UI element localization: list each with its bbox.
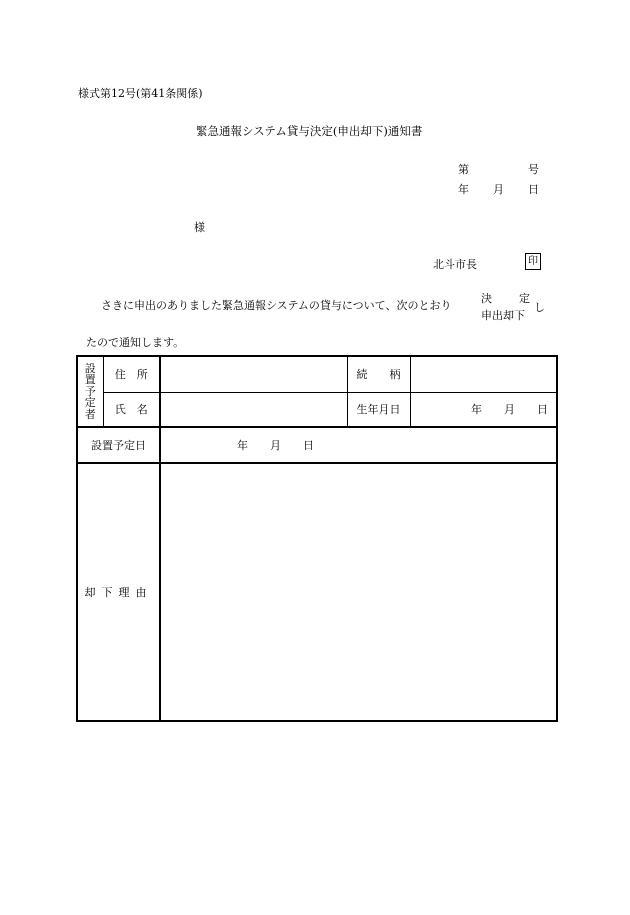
relation-field[interactable] (410, 356, 557, 392)
option-decision-second: 定 (519, 292, 530, 305)
recipient-honorific: 様 (194, 221, 205, 234)
install-date-label: 設置予定日 (77, 427, 160, 463)
name-field[interactable] (160, 392, 347, 427)
installer-group-label (77, 356, 103, 427)
issuer-name: 北斗市長 (433, 258, 477, 271)
birthdate-label: 生年月日 (347, 392, 410, 427)
name-label: 氏 名 (103, 392, 160, 427)
option-decision-first: 決 (481, 292, 492, 305)
installer-char-4: 定 (84, 396, 96, 410)
reject-reason-field[interactable] (160, 463, 557, 721)
issue-date-month: 月 (493, 183, 504, 196)
document-title: 緊急通報システム貸与決定(申出却下)通知書 (196, 124, 423, 138)
applicant-info-table (76, 355, 558, 722)
installer-char-2: 置 (84, 373, 96, 387)
installer-char-5: 者 (84, 407, 96, 421)
document-number-prefix: 第 (458, 163, 469, 176)
document-number-suffix: 号 (528, 163, 539, 176)
birthdate-field[interactable]: 年 月 日 (410, 392, 557, 427)
address-label: 住 所 (103, 356, 160, 392)
installer-char-3: 予 (84, 384, 96, 398)
option-reject: 申出却下 (481, 309, 525, 322)
address-field[interactable] (160, 356, 347, 392)
seal-mark: 印 (525, 253, 541, 270)
install-date-field[interactable]: 年 月 日 (160, 427, 557, 463)
installer-char-1: 設 (84, 361, 96, 375)
form-number: 様式第12号(第41条関係) (78, 87, 203, 100)
notice-body-end: たので通知します。 (86, 336, 185, 349)
notice-body-shi: し (534, 301, 545, 314)
notice-body-start: さきに申出のありました緊急通報システムの貸与について、次のとおり (101, 299, 452, 312)
reject-reason-label: 却下理由 (77, 463, 160, 721)
issue-date-day: 日 (528, 183, 539, 196)
issue-date-year: 年 (458, 183, 469, 196)
relation-label: 続 柄 (347, 356, 410, 392)
